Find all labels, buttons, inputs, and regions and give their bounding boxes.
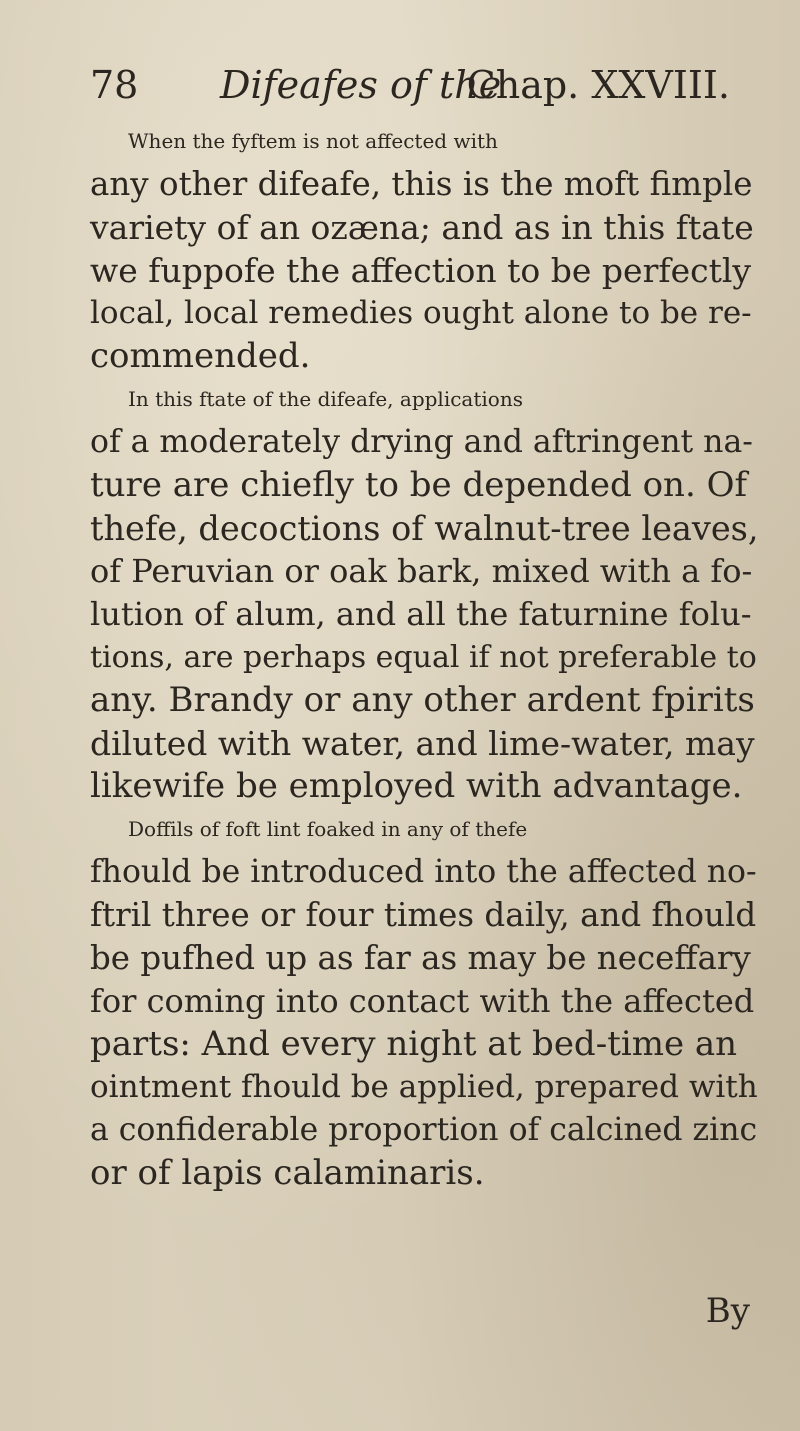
chapter-heading: Chap. XXVIII.: [466, 63, 730, 107]
text-line: of a moderately drying and aftringent na-: [90, 424, 753, 460]
text-line: for coming into contact with the affected: [90, 982, 755, 1020]
text-line: or of lapis calaminaris.: [90, 1153, 485, 1193]
text-line: Doffils of foft lint foaked in any of thefe: [128, 817, 528, 841]
text-line: be pufhed up as far as may be neceffary: [90, 939, 751, 977]
text-line: ture are chiefly to be depended on. Of: [90, 465, 748, 505]
text-line: ftril three or four times daily, and fhould: [90, 896, 757, 934]
text-line: When the fyftem is not affected with: [128, 129, 498, 153]
body-text: [90, 120, 760, 1195]
text-line: tions, are perhaps equal if not preferable to: [90, 640, 757, 675]
text-line: any. Brandy or any other ardent fpirits: [90, 680, 755, 720]
text-line: In this ftate of the difeafe, applications: [128, 387, 523, 411]
text-line: lution of alum, and all the faturnine folu-: [90, 595, 752, 633]
text-line: thefe, decoctions of walnut-tree leaves,: [90, 509, 759, 548]
page-number: 78: [90, 63, 139, 107]
text-line: local, local remedies ought alone to be re-: [90, 295, 752, 331]
paragraph-3: [90, 808, 760, 1195]
text-line: likewife be employed with advantage.: [90, 766, 743, 806]
text-line: fhould be introduced into the affected no-: [90, 854, 757, 890]
text-line: variety of an ozæna; and as in this ftate: [90, 208, 754, 247]
text-line: any other difeafe, this is the moft fimple: [90, 165, 753, 203]
running-title: Difeafes of the: [220, 63, 502, 107]
text-line: diluted with water, and lime-water, may: [90, 724, 755, 763]
text-line: ointment fhould be applied, prepared with: [90, 1069, 758, 1105]
text-line: parts: And every night at bed-time an: [90, 1024, 738, 1064]
text-line: we fuppofe the affection to be perfectly: [90, 251, 752, 290]
page-header: [90, 60, 730, 110]
text-line: a confiderable proportion of calcined zinc: [90, 1112, 758, 1148]
text-line: of Peruvian or oak bark, mixed with a fo-: [90, 552, 753, 590]
paragraph-1: [90, 120, 760, 378]
catchword: By: [705, 1291, 750, 1331]
paragraph-2: [90, 378, 760, 808]
text-line: commended.: [90, 336, 311, 376]
